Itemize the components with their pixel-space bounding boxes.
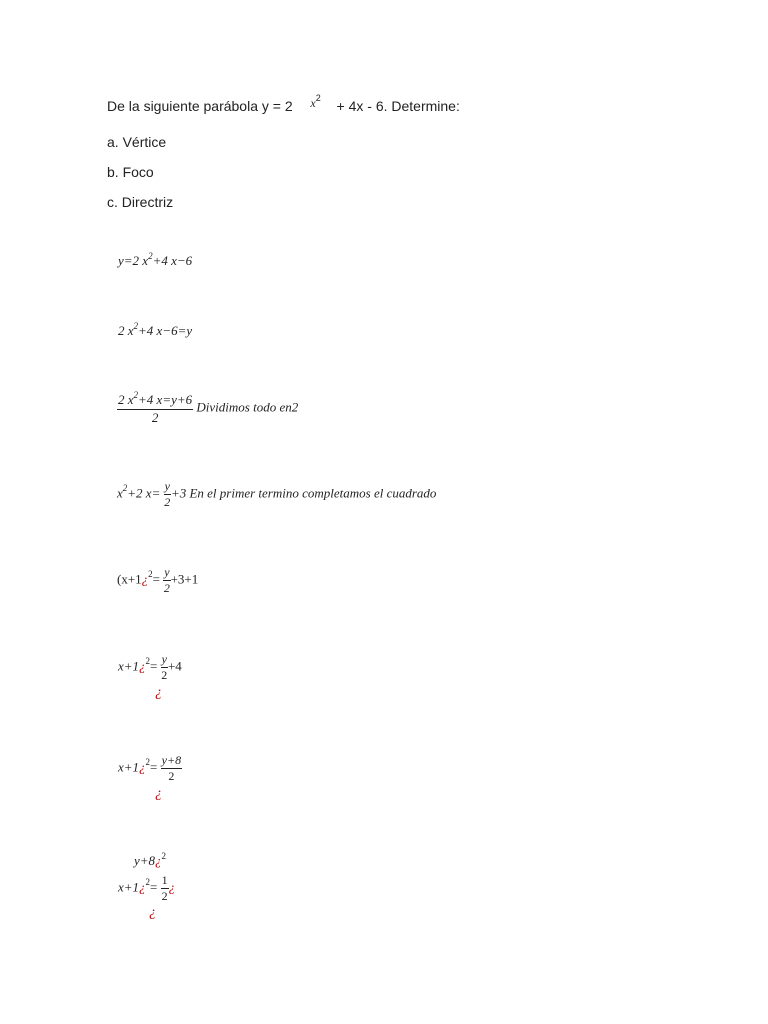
- step-6-fraction: $\frac{y}{2}$: [161, 652, 168, 682]
- inverted-question-mark: ¿: [141, 571, 149, 587]
- problem-statement: [107, 93, 460, 115]
- problem-intro-a: De la siguiente parábola y = 2: [107, 98, 293, 114]
- step-4-note: En el primer termino completamos el cuadrado: [189, 485, 437, 501]
- step-6-under-mark: ¿: [155, 685, 162, 700]
- step-8-under-mark: ¿: [149, 905, 156, 920]
- problem-exp: 2: [315, 93, 321, 103]
- item-foco: b. Foco: [107, 164, 154, 180]
- step-1: y=2 $x^2+4$ x−6: [118, 251, 193, 268]
- step-7-fraction: $\frac{y+8}{2}$: [161, 753, 182, 783]
- step-5-fraction: $\frac{y}{2}$: [163, 565, 170, 595]
- step-4-fraction: $\frac{y}{2}$: [164, 479, 171, 509]
- step-3: [117, 392, 298, 425]
- step-5: (x+1¿$^2$= $\frac{y}{2}$ +3+1: [117, 565, 199, 595]
- step-3-note: Dividimos todo en2: [196, 399, 299, 415]
- item-directriz: c. Directriz: [107, 194, 174, 210]
- step-3-fraction: $\frac{2 x^2+4 x=y+6}{2}$: [118, 390, 193, 425]
- step-7: x+1¿$^2$= $\frac{y+8}{2}$: [118, 753, 182, 783]
- step-8-top: y+8¿$^2$: [134, 851, 167, 868]
- step-8: x+1¿$^2$= $\frac{1}{2}$ ¿: [118, 873, 176, 903]
- problem-x: x: [310, 96, 316, 110]
- step-7-under-mark: ¿: [155, 786, 162, 801]
- step-6: x+1¿$^2$= $\frac{y}{2}$ +4: [118, 652, 182, 682]
- step-2: 2 $x^2+4$ x−6=y: [118, 321, 193, 338]
- problem-intro-b: + 4x - 6. Determine:: [336, 98, 460, 114]
- step-4: $x^2+2$ x= $\frac{y}{2}$ +3 En el primer termino completamos el cuadrado: [117, 479, 437, 509]
- item-vertice: a. Vértice: [107, 134, 167, 150]
- step-8-fraction: $\frac{1}{2}$: [161, 873, 168, 903]
